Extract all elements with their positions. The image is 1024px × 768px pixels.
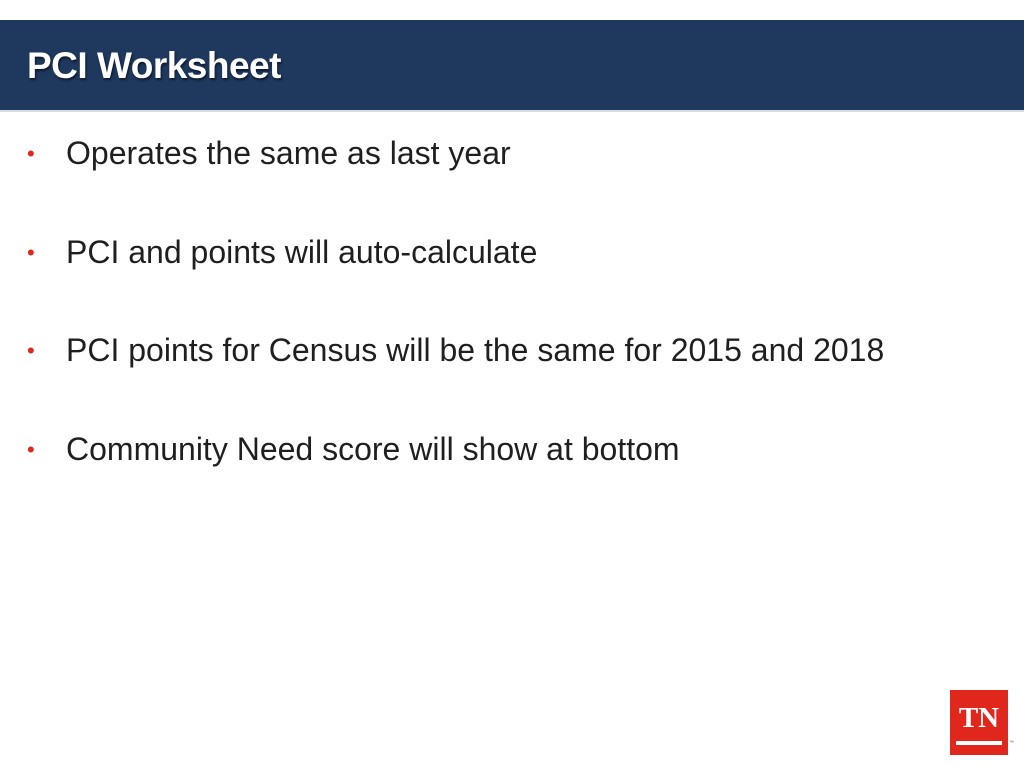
bullet-icon: •: [27, 436, 35, 462]
bullet-icon: •: [27, 141, 35, 166]
bullet-text: Operates the same as last year: [66, 135, 511, 171]
bullet-icon: •: [27, 338, 35, 363]
trademark-mark: ™: [1009, 740, 1014, 746]
title-bar: [0, 20, 1024, 112]
logo-underline: [956, 741, 1002, 745]
slide-title: PCI Worksheet: [27, 45, 281, 86]
tennessee-logo-icon: [950, 690, 1008, 755]
bullet-text: Community Need score will show at bottom: [66, 430, 680, 467]
bullet-icon: •: [27, 239, 35, 265]
bullet-text: PCI points for Census will be the same for 2015 and 2018: [66, 332, 885, 368]
logo-text: TN: [958, 702, 1000, 734]
bullet-text: PCI and points will auto-calculate: [66, 233, 538, 270]
